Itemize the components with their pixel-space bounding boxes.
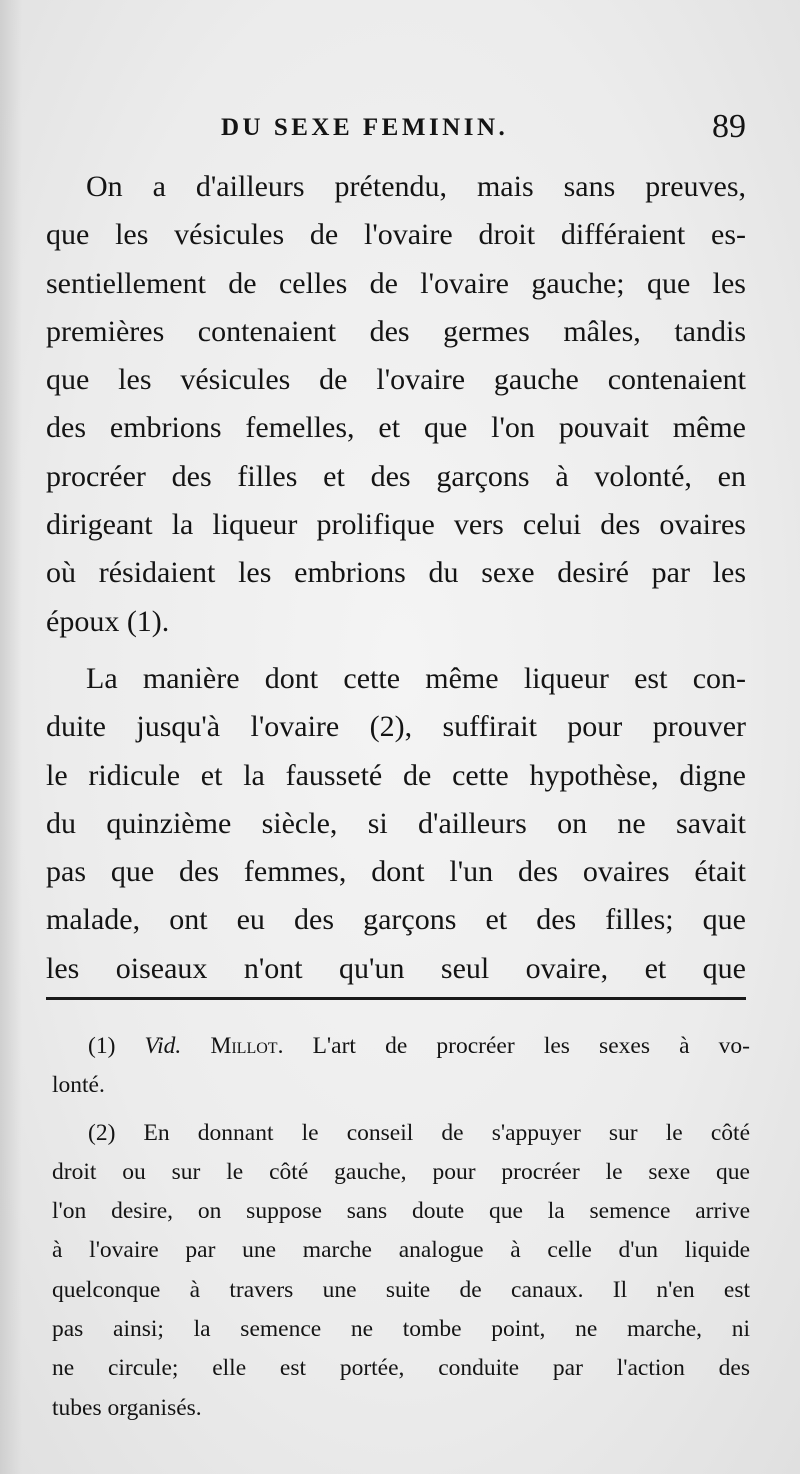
page-header bbox=[46, 108, 746, 152]
text-line: pas que des femmes, dont l'un des ovaires était bbox=[46, 855, 746, 889]
text-line: duite jusqu'à l'ovaire (2), suffirait pour prouver bbox=[46, 710, 746, 744]
text-line: du quinzième siècle, si d'ailleurs on ne savait bbox=[46, 806, 746, 840]
footnote-separator bbox=[46, 997, 746, 1000]
footnote-2-line: à l'ovaire par une marche analogue à celle d'un liquide bbox=[52, 1237, 750, 1264]
text-line: premières contenaient des germes mâles, tandis bbox=[46, 314, 746, 348]
footnote-2-line: tubes organisés. bbox=[52, 1394, 202, 1421]
footnote-marker: (1) bbox=[88, 1033, 116, 1059]
text-line: La manière dont cette même liqueur est con- bbox=[86, 661, 746, 695]
text-line: dirigeant la liqueur prolifique vers celui des ovaires bbox=[46, 508, 746, 542]
running-title: DU SEXE FEMININ. bbox=[221, 114, 509, 141]
paragraph-gap bbox=[46, 646, 746, 655]
text-line: sentiellement de celles de l'ovaire gauche; que les bbox=[46, 266, 746, 300]
footnote-ref: Vid. bbox=[144, 1033, 182, 1059]
footnote-2-line: ne circule; elle est portée, conduite par l'action des bbox=[52, 1355, 750, 1382]
footnote-2-line: (2) En donnant le conseil de s'appuyer sur le côté bbox=[88, 1119, 750, 1146]
footnote-2-line: l'on desire, on suppose sans doute que la semence arrive bbox=[52, 1198, 750, 1225]
footnote-2-line: pas ainsi; la semence ne tombe point, ne marche, ni bbox=[52, 1316, 750, 1343]
main-text bbox=[46, 163, 746, 993]
text-line: le ridicule et la fausseté de cette hypothèse, digne bbox=[46, 758, 746, 792]
text-line: où résidaient les embrions du sexe desiré par les bbox=[46, 556, 746, 590]
text-line: des embrions femelles, et que l'on pouvait même bbox=[46, 411, 746, 445]
footnote-author: Millot bbox=[210, 1033, 278, 1059]
page-edge-shadow bbox=[0, 0, 22, 1474]
footnote-1-line: lonté. bbox=[52, 1072, 105, 1099]
text-line: que les vésicules de l'ovaire droit différaient es- bbox=[46, 218, 746, 252]
page-number: 89 bbox=[712, 108, 746, 145]
footnote-2-line: quelconque à travers une suite de canaux. Il n'en est bbox=[52, 1276, 750, 1303]
text-line: procréer des filles et des garçons à volonté, en bbox=[46, 459, 746, 493]
footnote-text: . L'art de procréer les sexes à vo- bbox=[277, 1033, 750, 1059]
footnote-2-line: droit ou sur le côté gauche, pour procréer le sexe que bbox=[52, 1158, 750, 1185]
text-line: que les vésicules de l'ovaire gauche contenaient bbox=[46, 363, 746, 397]
text-line: malade, ont eu des garçons et des filles; que bbox=[46, 903, 746, 937]
text-line: époux (1). bbox=[46, 604, 170, 638]
footnotes bbox=[52, 1027, 750, 1428]
footnote-1-line bbox=[52, 1027, 750, 1066]
footnote-gap bbox=[52, 1106, 750, 1114]
text-line: les oiseaux n'ont qu'un seul ovaire, et que bbox=[46, 951, 746, 985]
text-line: On a d'ailleurs prétendu, mais sans preuves, bbox=[86, 170, 746, 203]
